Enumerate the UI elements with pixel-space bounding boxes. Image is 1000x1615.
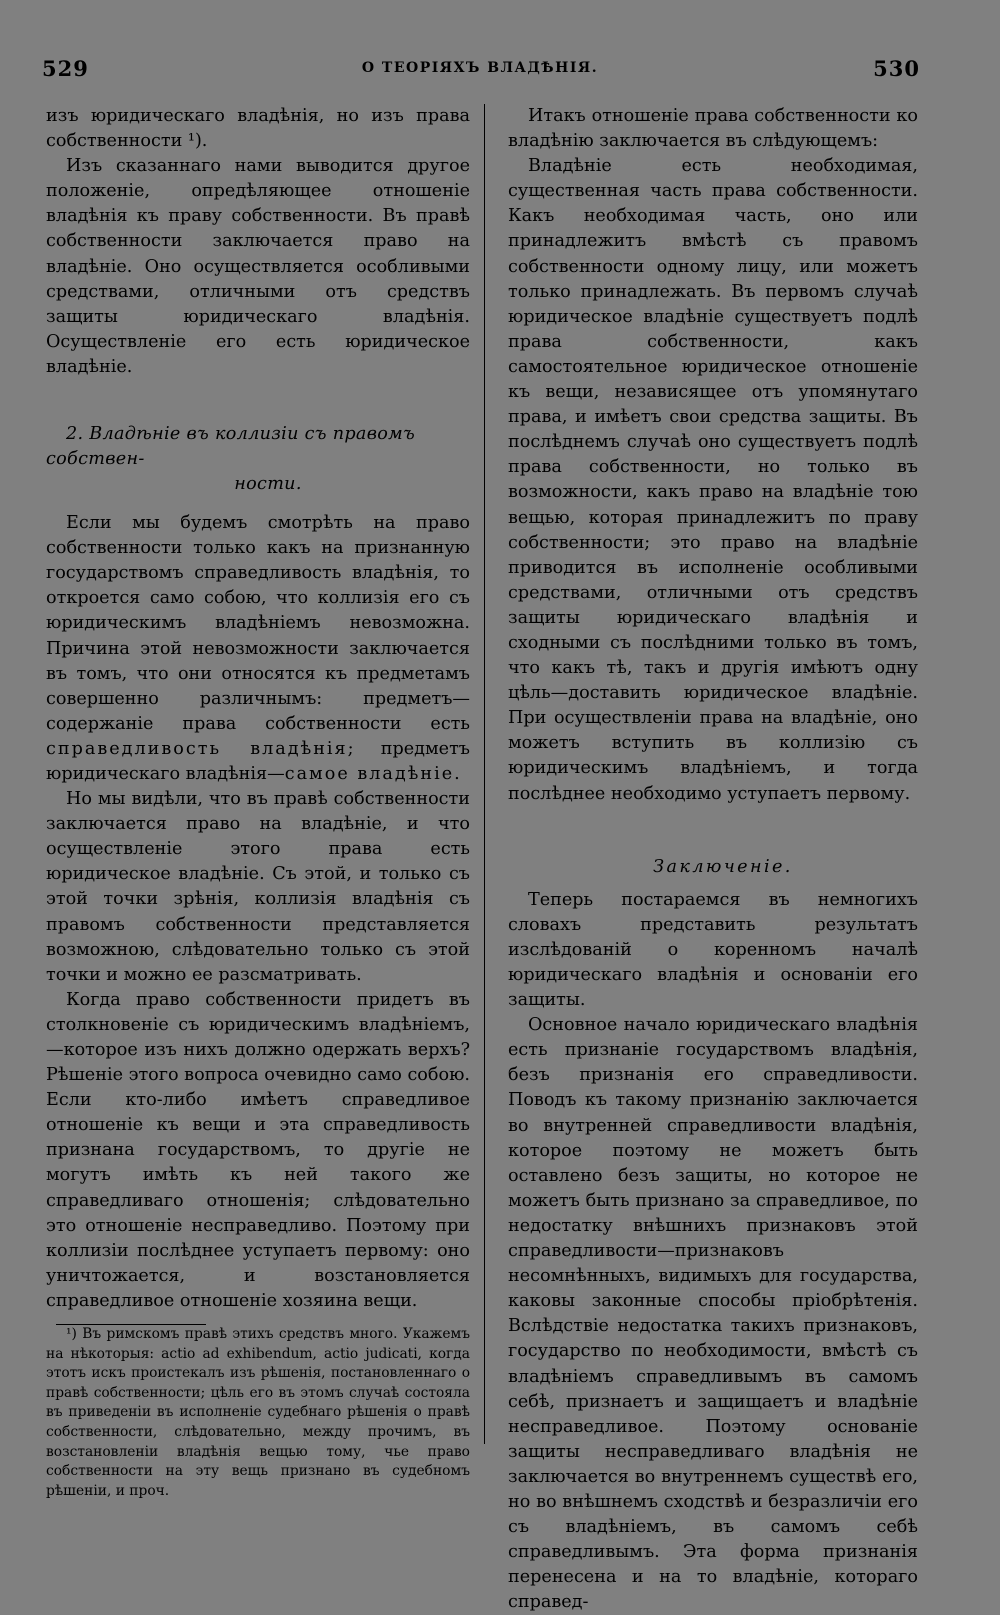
paragraph: Изъ сказаннаго нами выводится другое положеніе, опредѣляющее отношеніе владѣнія къ праву собственности. Въ правѣ собственности заключается право на владѣніе. Оно осуществляется особливыми средствами, отличными отъ средствъ защиты юридическаго владѣнія. Осуществленіе его есть юридическое владѣніе. [46, 156, 470, 377]
running-header [40, 56, 920, 86]
page-number-right: 530 [873, 56, 920, 81]
paragraph [46, 511, 470, 787]
section-heading-line: 2. Владѣніе въ коллизіи съ правомъ собствен- [46, 424, 416, 470]
spaced-emphasis: самое владѣніе [284, 763, 455, 784]
paragraph: Когда право собственности придетъ въ столкновеніе съ юридическимъ владѣніемъ,—которое изъ нихъ должно одержать верхъ? Рѣшеніе этого вопроса очевидно само собою. Если кто-либо имѣетъ справедливое отношеніе къ вещи и эта справедливость признана государствомъ, то другіе не могутъ имѣть къ ней такого же справедливаго отношенія; слѣдовательно это отношеніе несправедливо. Поэтому при коллизіи послѣднее уступаетъ первому: оно уничтожается, и возстановляется справедливое отношеніе хозяина вещи. [46, 989, 470, 1311]
left-column [46, 104, 470, 1501]
paragraph: Но мы видѣли, что въ правѣ собственности заключается право на владѣніе, и что осуществленіе этого права есть юридическое владѣніе. Съ этой, и только съ этой точки зрѣнія, коллизія владѣнія съ правомъ собственности представляется возможною, слѣдовательно только съ этой точки и можно ее разсматривать. [46, 789, 470, 985]
spaced-emphasis: справедливость владѣнія [46, 738, 348, 759]
paragraph-text: Если мы будемъ смотрѣть на право собственности только какъ на признанную государствомъ справедливость владѣнія, то откроется само собою, что коллизія его съ юридическимъ владѣніемъ невозможна. Причина этой невозможности заключается въ томъ, что они относятся къ предметамъ совершенно различнымъ: предметъ—содержаніе права собственности есть [46, 513, 470, 734]
section-heading [46, 422, 470, 497]
running-title: О ТЕОРІЯХЪ ВЛАДѢНІЯ. [361, 60, 599, 76]
paragraph: Теперь постараемся въ немногихъ словахъ представить результатъ изслѣдованій о коренномъ началѣ юридическаго владѣнія и основаніи его защиты. [508, 889, 918, 1011]
section-heading-line: ности. [234, 474, 302, 495]
paragraph: Основное начало юридическаго владѣнія есть признаніе государствомъ владѣнія, безъ признанія его справедливости. Поводъ къ такому признанію заключается во внутренней справедливости владѣнія, которое поэтому не можетъ быть оставлено безъ защиты, но которое не можетъ быть признано за справедливое, по недостатку внѣшнихъ признаковъ этой справедливости—признаковъ несомнѣнныхъ, видимыхъ для государства, каковы законные способы пріобрѣтенія. Вслѣдствіе недостатка такихъ признаковъ, государство по необходимости, вмѣстѣ съ владѣніемъ справедливымъ въ самомъ себѣ, признаетъ и защищаетъ и владѣніе несправедливое. Поэтому основаніе защиты несправедливаго владѣнія не заключается во внутреннемъ существѣ его, но во внѣшнемъ сходствѣ и безразличіи его съ владѣніемъ, въ самомъ себѣ справедливымъ. Эта форма признанія перенесена и на то владѣніе, котораго справед- [508, 1015, 918, 1613]
column-divider [484, 104, 485, 1444]
footnote: ¹) Въ римскомъ правѣ этихъ средствъ много. Укажемъ на нѣкоторыя: actio ad exhibendum, actio judicati, когда этотъ искъ проистекалъ изъ рѣшенія, постановленнаго о правѣ собственности; цѣль его въ этомъ случаѣ состояла въ приведеніи въ исполненіе судебнаго рѣшенія о правѣ собственности, слѣдовательно, между прочимъ, въ возстановленіи владѣнія вещью тому, чье право собственности на эту вещь признано въ судебномъ рѣшеніи, и проч. [46, 1326, 470, 1499]
conclusion-heading: Заключеніе. [653, 856, 793, 877]
paragraph-text: . [454, 763, 460, 784]
paragraph-text: ; предметъ юридическаго владѣнія— [46, 738, 471, 784]
paragraph: Владѣніе есть необходимая, существенная часть права собственности. Какъ необходимая часть, оно или принадлежитъ вмѣстѣ съ правомъ собственности одному лицу, или можетъ только принадлежать. Въ первомъ случаѣ юридическое владѣніе существуетъ подлѣ права собственности, какъ самостоятельное юридическое отношеніе къ вещи, независящее отъ упомянутаго права, и имѣетъ свои средства защиты. Въ послѣднемъ случаѣ оно существуетъ подлѣ права собственности, но только въ возможности, какъ право на владѣніе тою вещью, которая принадлежитъ по праву собственности; это право на владѣніе приводится въ исполненіе особливыми средствами, отличными отъ средствъ защиты юридическаго владѣнія и сходными съ послѣдними только въ томъ, что какъ тѣ, такъ и другія имѣютъ одну цѣль—доставить юридическое владѣніе. При осуществленіи права на владѣніе, оно можетъ вступить въ коллизію съ юридическимъ владѣніемъ, и тогда послѣднее необходимо уступаетъ первому. [508, 156, 918, 804]
paragraph: Итакъ отношеніе права собственности ко владѣнію заключается въ слѣдующемъ: [508, 106, 918, 152]
right-column [508, 104, 918, 1615]
paragraph: изъ юридическаго владѣнія, но изъ права собственности ¹). [46, 106, 470, 152]
page-number-left: 529 [42, 56, 89, 81]
